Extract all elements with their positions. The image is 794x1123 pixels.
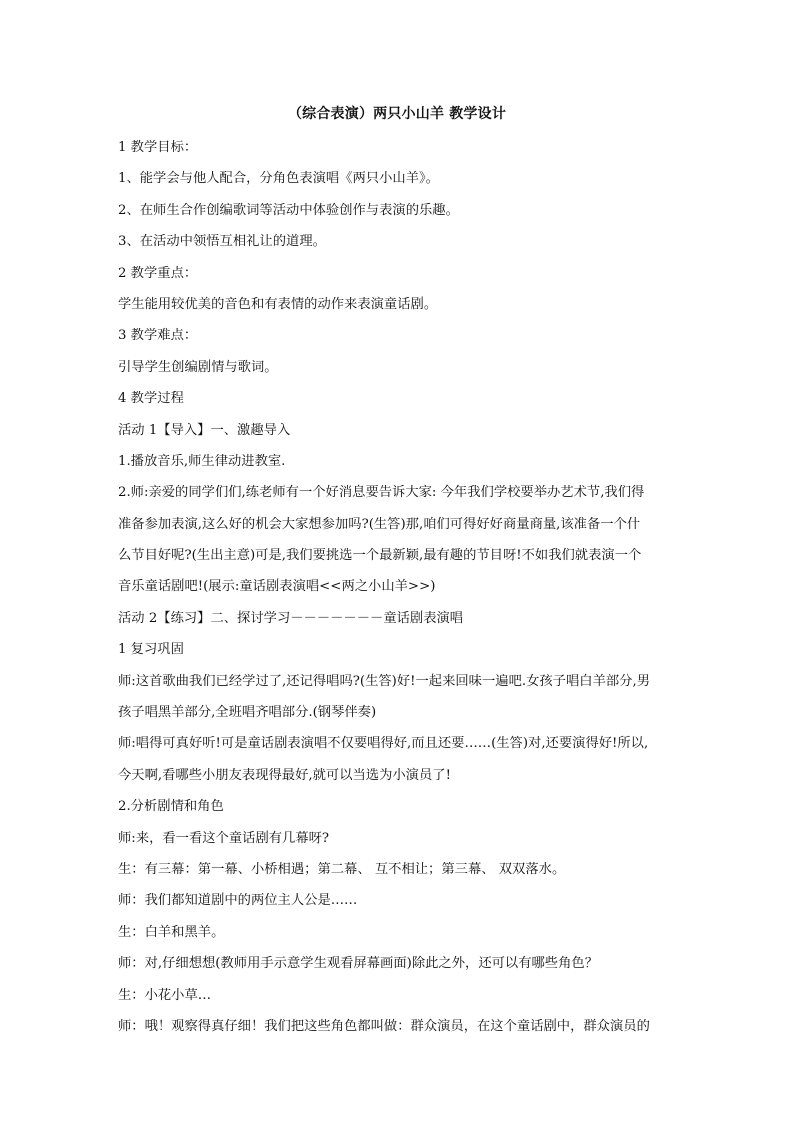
- dialogue-line: 师：哦！观察得真仔细！我们把这些角色都叫做：群众演员，在这个童话剧中，群众演员的: [118, 1018, 650, 1034]
- paragraph-line: 音乐童话剧吧!(展示:童话剧表演唱<<两之小山羊>>): [118, 579, 436, 595]
- dialogue-line: 生：白羊和黑羊。: [118, 924, 225, 940]
- activity-heading: 活动 1【导入】一、激趣导入: [118, 422, 291, 438]
- objective-item: 3、在活动中领悟互相礼让的道理。: [118, 234, 326, 250]
- dialogue-line: 师:来，看一看这个童话剧有几幕呀?: [118, 830, 330, 846]
- dialogue-line: 生：小花小草…: [118, 987, 212, 1003]
- paragraph: 学生能用较优美的音色和有表情的动作来表演童话剧。: [118, 296, 438, 312]
- document-title: （综合表演）两只小山羊 教学设计: [287, 106, 507, 122]
- paragraph: 1.播放音乐,师生律动进教室.: [118, 453, 286, 469]
- paragraph-line: 师:唱得可真好听!可是童话剧表演唱不仅要唱得好,而且还要……(生答)对,还要演得好!所以,: [118, 736, 649, 752]
- dialogue-line: 师：我们都知道剧中的两位主人公是……: [118, 893, 358, 909]
- document-body: [118, 132, 678, 1042]
- paragraph-line: 么节目好呢?(生出主意)可是,我们要挑选一个最新颖,最有趣的节目呀!不如我们就表演一个: [118, 548, 642, 564]
- paragraph-line: 今天啊,看哪些小朋友表现得最好,就可以当选为小演员了!: [118, 767, 451, 783]
- activity-heading: 活动 2【练习】二、探讨学习－－－－－－－童话剧表演唱: [118, 610, 464, 626]
- dialogue-line: 师：对,仔细想想(教师用手示意学生观看屏幕画面)除此之外，还可以有哪些角色？: [118, 956, 598, 972]
- paragraph-line: 孩子唱黑羊部分,全班唱齐唱部分.(钢琴伴奏): [118, 705, 377, 721]
- paragraph: 引导学生创编剧情与歌词。: [118, 359, 278, 375]
- paragraph-line: 准备参加表演,这么好的机会大家想参加吗?(生答)那,咱们可得好好商量商量,该准备一个什: [118, 516, 641, 532]
- objective-item: 2、在师生合作创编歌词等活动中体验创作与表演的乐趣。: [118, 202, 459, 218]
- subsection-heading: 1 复习巩固: [118, 642, 184, 658]
- section-heading-process: 4 教学过程: [118, 391, 184, 407]
- section-heading-difficulties: 3 教学难点：: [118, 328, 198, 344]
- dialogue-line: 生：有三幕：第一幕、小桥相遇；第二幕、 互不相让；第三幕、 双双落水。: [118, 861, 566, 877]
- objective-item: 1、能学会与他人配合，分角色表演唱《两只小山羊》。: [118, 171, 439, 187]
- subsection-heading: 2.分析剧情和角色: [118, 799, 224, 815]
- section-heading-objectives: 1 教学目标：: [118, 140, 198, 155]
- paragraph-line: 2.师:亲爱的同学们们,练老师有一个好消息要告诉大家: 今年我们学校要举办艺术节,我们得: [118, 485, 645, 501]
- paragraph-line: 师:这首歌曲我们已经学过了,还记得唱吗?(生答)好!一起来回味一遍吧.女孩子唱白羊部分,男: [118, 673, 650, 689]
- section-heading-key-points: 2 教学重点：: [118, 265, 198, 281]
